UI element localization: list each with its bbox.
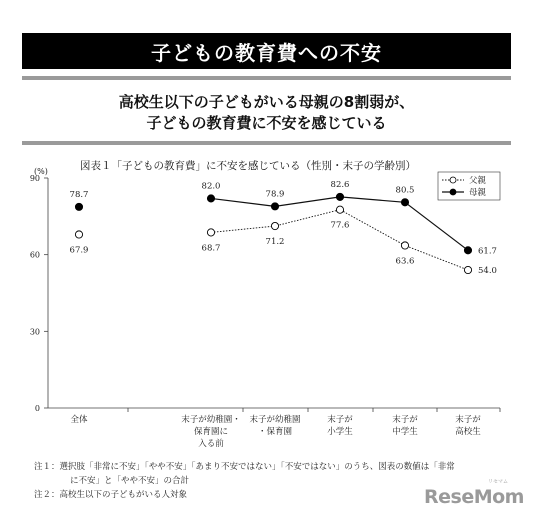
legend-marker [450, 177, 456, 183]
data-point [336, 206, 343, 213]
data-label: 61.7 [478, 246, 497, 257]
x-tick-label: 保育園に [193, 427, 229, 437]
data-label: 77.6 [330, 220, 350, 231]
x-tick-label: 入る前 [198, 439, 224, 449]
data-point [401, 199, 408, 206]
chart-notes [34, 460, 455, 502]
resemom-logo: ReseMom [424, 486, 524, 508]
data-label: 71.2 [265, 237, 285, 248]
data-point [271, 222, 278, 229]
data-point [401, 242, 408, 249]
data-point [464, 266, 471, 273]
data-label: 68.7 [201, 243, 221, 254]
data-label: 78.7 [69, 189, 89, 200]
x-tick-label: 末子が [455, 415, 481, 425]
data-point [207, 195, 214, 202]
data-point [464, 247, 471, 254]
note-1-continued: に不安」と「やや不安」の合計 [70, 476, 190, 486]
data-point [336, 193, 343, 200]
legend-label: 父親 [469, 176, 487, 186]
data-label: 67.9 [69, 245, 89, 256]
legend-marker [450, 189, 456, 195]
x-tick-label: 末子が [327, 415, 353, 425]
x-tick-label: 末子が幼稚園 [249, 415, 301, 425]
legend-label: 母親 [469, 188, 487, 198]
data-point [271, 203, 278, 210]
data-label: 80.5 [395, 185, 415, 196]
x-tick-label: 末子が [392, 415, 418, 425]
figure-title: 図表１「子どもの教育費」に不安を感じている（性別・末子の学齢別） [80, 160, 416, 172]
data-label: 78.9 [265, 189, 285, 200]
data-label: 82.0 [201, 181, 221, 192]
y-tick-label: 90 [29, 174, 40, 183]
data-label: 63.6 [395, 256, 415, 267]
page-banner: 子どもの教育費への不安 [22, 33, 511, 69]
data-label: 82.6 [330, 179, 350, 190]
data-point [207, 229, 214, 236]
x-tick-label: 末子が幼稚園・ [181, 415, 241, 425]
data-point [75, 231, 82, 238]
y-tick-label: 0 [34, 404, 40, 413]
data-label: 54.0 [478, 266, 497, 276]
series-line-父親 [211, 210, 468, 270]
x-tick-label: 全体 [70, 415, 88, 425]
y-tick-label: 30 [29, 327, 40, 337]
x-tick-label: 中学生 [392, 427, 418, 437]
x-tick-label: ・保育園 [257, 427, 293, 437]
data-point [75, 203, 82, 210]
x-tick-label: 小学生 [327, 427, 353, 437]
subtitle-line-1: 高校生以下の子どもがいる母親の8割弱が、 [118, 93, 415, 111]
x-tick-label: 高校生 [455, 427, 481, 437]
resemom-logo-sub: リセマム [488, 479, 508, 485]
subtitle-line-2: 子どもの教育費に不安を感じている [146, 114, 387, 132]
note-1: 注１：選択肢「非常に不安」「やや不安」「あまり不安ではない」「不安ではない」のうち、図表の数値は「非常 [34, 462, 455, 472]
y-axis-unit: (%) [34, 167, 48, 176]
y-tick-label: 60 [29, 250, 40, 260]
note-2: 注２：高校生以下の子どもがいる人対象 [34, 490, 188, 500]
